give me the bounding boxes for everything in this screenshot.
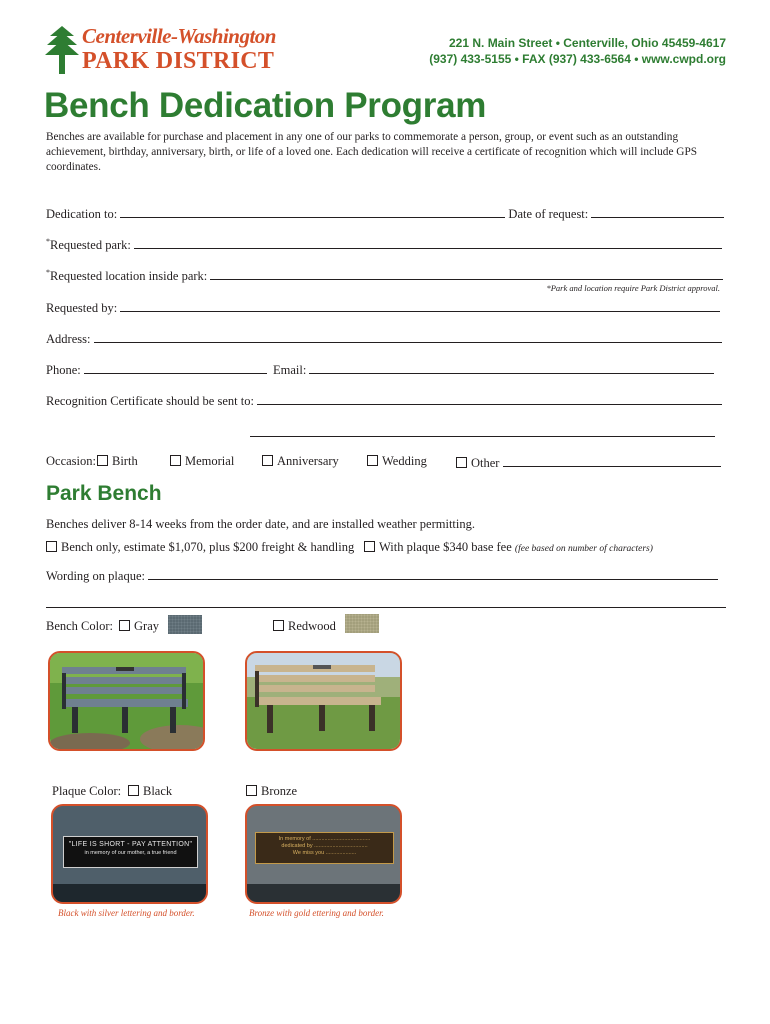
with-plaque-note: (fee based on number of characters) — [514, 544, 653, 554]
plaque-color-black[interactable] — [128, 784, 172, 799]
black-plaque-photo — [51, 804, 208, 904]
requested-by-field[interactable] — [120, 299, 720, 312]
required-mark: * — [46, 267, 50, 277]
logo — [44, 26, 299, 76]
requested-by-row — [46, 299, 720, 316]
occasion-wedding[interactable] — [367, 454, 427, 469]
black-plaque-line2: in memory of our mother, a true friend — [84, 850, 177, 856]
gray-bench-photo — [48, 651, 205, 751]
redwood-checkbox[interactable] — [273, 620, 284, 631]
black-plaque-line1: "LIFE IS SHORT - PAY ATTENTION" — [68, 841, 193, 848]
wording-field-1[interactable] — [148, 567, 718, 580]
redwood-label: Redwood — [288, 619, 336, 633]
bronze-plaque-checkbox[interactable] — [246, 785, 257, 796]
redwood-bench-photo — [245, 651, 402, 751]
occasion-other-label: Other — [471, 456, 500, 470]
with-plaque-label: With plaque $340 base fee — [379, 540, 512, 554]
black-plaque — [63, 836, 198, 868]
page-title: Bench Dedication Program — [44, 86, 487, 125]
address-label: Address: — [46, 332, 91, 346]
occasion-other[interactable] — [456, 454, 721, 471]
occasion-memorial-label: Memorial — [185, 454, 235, 468]
wording-row — [46, 567, 718, 584]
gray-swatch — [168, 615, 202, 634]
occasion-memorial-checkbox[interactable] — [170, 455, 181, 466]
requested-location-label: Requested location inside park: — [50, 269, 208, 283]
occasion-other-checkbox[interactable] — [456, 457, 467, 468]
tree-icon — [44, 26, 80, 74]
phone-field[interactable] — [84, 361, 267, 374]
redwood-swatch — [345, 614, 379, 633]
email-field[interactable] — [309, 361, 714, 374]
date-of-request-field[interactable] — [591, 205, 724, 218]
certificate-field-2[interactable] — [250, 424, 715, 437]
bench-color-gray[interactable] — [119, 619, 159, 634]
bronze-plaque-label: Bronze — [261, 784, 298, 798]
occasion-anniversary-checkbox[interactable] — [262, 455, 273, 466]
requested-location-field[interactable] — [210, 267, 723, 280]
bronze-plaque-caption: Bronze with gold ettering and border. — [249, 908, 384, 918]
occasion-anniversary-label: Anniversary — [277, 454, 339, 468]
wording-field-2[interactable] — [46, 595, 726, 608]
occasion-label: Occasion: — [46, 454, 96, 468]
black-plaque-caption: Black with silver lettering and border. — [58, 908, 195, 918]
date-of-request-label: Date of request: — [508, 207, 589, 221]
certificate-row — [46, 392, 722, 409]
dedication-field[interactable] — [120, 205, 505, 218]
phone-email-row — [46, 361, 714, 378]
black-plaque-checkbox[interactable] — [128, 785, 139, 796]
approval-note: *Park and location require Park District approval. — [546, 283, 720, 293]
option-with-plaque[interactable] — [364, 540, 653, 555]
bench-only-checkbox[interactable] — [46, 541, 57, 552]
header-contact: (937) 433-5155 • FAX (937) 433-6564 • www.cwpd.org — [429, 52, 726, 66]
logo-line2: PARK DISTRICT — [82, 48, 275, 74]
email-label: Email: — [272, 363, 307, 377]
gray-checkbox[interactable] — [119, 620, 130, 631]
requested-by-label: Requested by: — [46, 301, 118, 315]
dedication-label: Dedication to: — [46, 207, 118, 221]
certificate-field-1[interactable] — [257, 392, 722, 405]
gray-label: Gray — [134, 619, 159, 633]
bronze-plaque — [255, 832, 394, 864]
occasion-birth-label: Birth — [112, 454, 138, 468]
occasion-label-wrap — [46, 454, 96, 469]
plaque-color-label: Plaque Color: — [52, 784, 122, 798]
logo-line1: Centerville-Washington — [82, 24, 276, 48]
bench-color-redwood[interactable] — [273, 619, 336, 634]
requested-park-field[interactable] — [134, 236, 722, 249]
intro-text: Benches are available for purchase and placement in any one of our parks to commemorate a person, group, or event such as an outstanding achievement, birthday, anniversary, birth, or life of a loved one. Each dedication will receive a certificate of recognition which will include GPS coordinates. — [46, 131, 698, 173]
occasion-wedding-checkbox[interactable] — [367, 455, 378, 466]
certificate-label: Recognition Certificate should be sent to: — [46, 394, 254, 408]
black-plaque-label: Black — [143, 784, 173, 798]
requested-location-row — [46, 267, 723, 284]
bronze-plaque-line1: In memory of ...................................... — [278, 836, 371, 842]
occasion-anniversary[interactable] — [262, 454, 339, 469]
address-field[interactable] — [94, 330, 722, 343]
option-bench-only[interactable] — [46, 540, 354, 555]
occasion-birth-checkbox[interactable] — [97, 455, 108, 466]
header-address: 221 N. Main Street • Centerville, Ohio 45459-4617 — [449, 36, 726, 50]
occasion-wedding-label: Wedding — [382, 454, 427, 468]
requested-park-row — [46, 236, 722, 253]
requested-park-label: Requested park: — [50, 238, 131, 252]
occasion-birth[interactable] — [97, 454, 138, 469]
with-plaque-checkbox[interactable] — [364, 541, 375, 552]
delivery-note: Benches deliver 8-14 weeks from the order date, and are installed weather permitting. — [46, 517, 476, 531]
required-mark: * — [46, 236, 50, 246]
park-bench-heading: Park Bench — [46, 482, 162, 505]
bronze-plaque-line2: dedicated by ................................... — [281, 843, 368, 849]
occasion-other-field[interactable] — [503, 454, 721, 467]
bench-only-label: Bench only, estimate $1,070, plus $200 freight & handling — [61, 540, 355, 554]
bench-color-label: Bench Color: — [46, 619, 114, 633]
phone-label: Phone: — [46, 363, 81, 377]
address-row — [46, 330, 722, 347]
occasion-memorial[interactable] — [170, 454, 234, 469]
plaque-color-bronze[interactable] — [246, 784, 297, 799]
bronze-plaque-photo — [245, 804, 402, 904]
bronze-plaque-line3: We miss you .................... — [292, 850, 357, 856]
dedication-row — [46, 205, 724, 222]
wording-label: Wording on plaque: — [46, 569, 145, 583]
